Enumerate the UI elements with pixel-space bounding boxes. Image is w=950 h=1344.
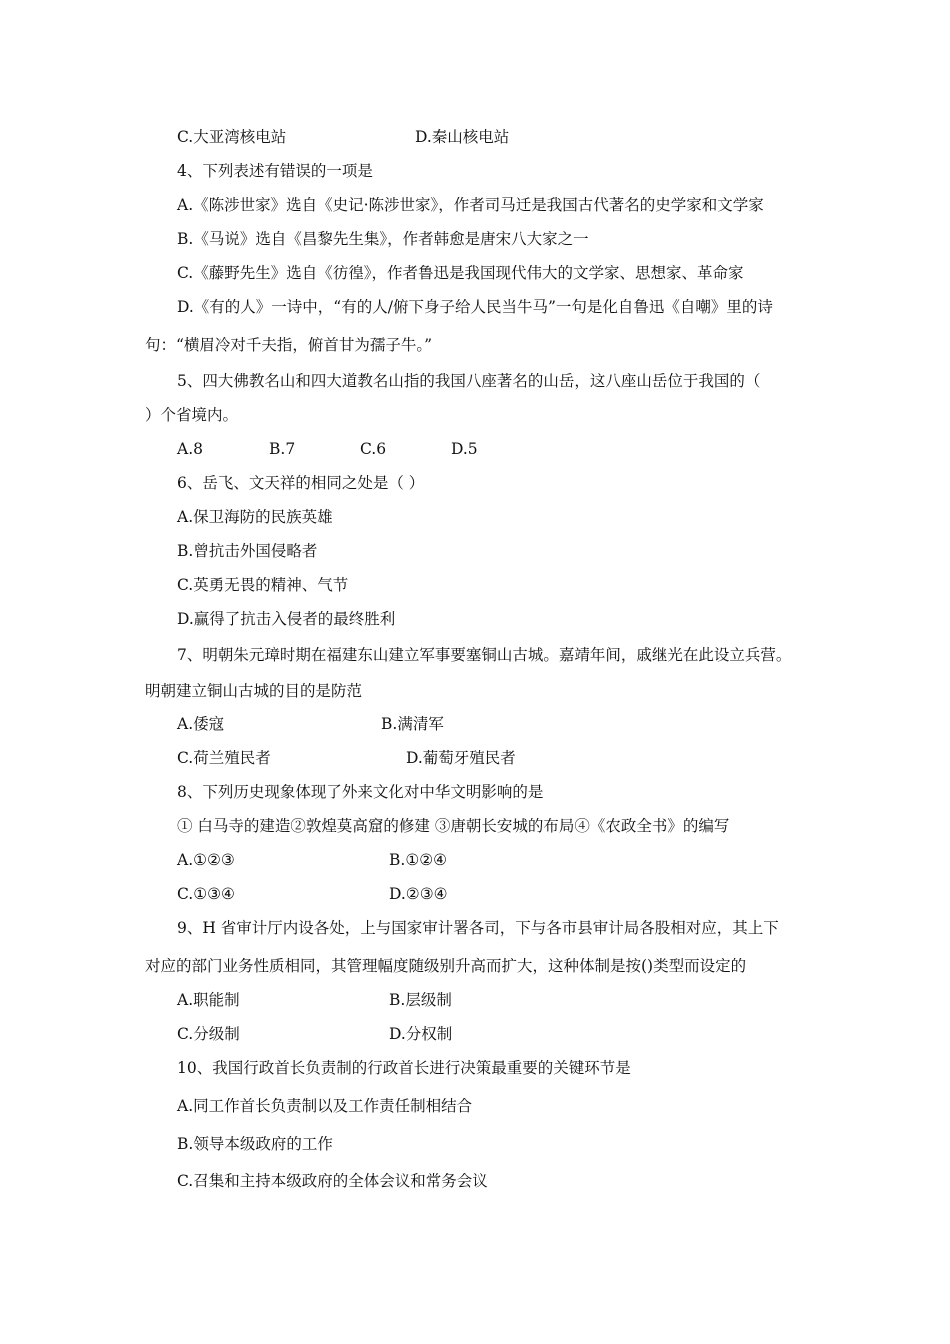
- q8-option-b: B.①②④: [389, 851, 448, 869]
- q4-option-d-line1: D.《有的人》一诗中，“有的人/俯下身子给人民当牛马”一句是化自鲁迅《自嘲》里的诗: [177, 298, 773, 316]
- q6-option-c: C.英勇无畏的精神、气节: [177, 576, 349, 594]
- q7-stem-line2: 明朝建立铜山古城的目的是防范: [145, 682, 363, 700]
- q6-option-b: B.曾抗击外国侵略者: [177, 542, 318, 560]
- q5-option-d: D.5: [451, 440, 478, 458]
- q5-option-c: C.6: [360, 440, 387, 458]
- q7-option-b: B.满清军: [381, 715, 444, 733]
- q8-stem: 8、下列历史现象体现了外来文化对中华文明影响的是: [177, 783, 544, 801]
- q8-items: ① 白马寺的建造②敦煌莫高窟的修建 ③唐朝长安城的布局④《农政全书》的编写: [177, 817, 730, 835]
- q3-option-c: C.大亚湾核电站: [177, 128, 287, 146]
- q7-stem-line1: 7、明朝朱元璋时期在福建东山建立军事要塞铜山古城。嘉靖年间，戚继光在此设立兵营。: [177, 646, 792, 664]
- q8-option-d: D.②③④: [389, 885, 448, 903]
- q4-option-d-line2: 句：“横眉冷对千夫指，俯首甘为孺子牛。”: [145, 336, 433, 354]
- q9-option-b: B.层级制: [389, 991, 452, 1009]
- q8-option-c: C.①③④: [177, 885, 235, 903]
- q9-stem-line2: 对应的部门业务性质相同，其管理幅度随级别升高而扩大，这种体制是按()类型而设定的: [145, 957, 747, 975]
- q7-option-a: A.倭寇: [177, 715, 225, 733]
- q5-option-b: B.7: [269, 440, 296, 458]
- q5-option-a: A.8: [177, 440, 203, 458]
- q9-option-d: D.分权制: [389, 1025, 453, 1043]
- q10-stem: 10、我国行政首长负责制的行政首长进行决策最重要的关键环节是: [177, 1059, 631, 1077]
- q4-stem: 4、下列表述有错误的一项是: [177, 162, 373, 180]
- q5-stem-line2: ）个省境内。: [145, 406, 239, 424]
- q6-option-a: A.保卫海防的民族英雄: [177, 508, 333, 526]
- q8-option-a: A.①②③: [177, 851, 235, 869]
- q4-option-a: A.《陈涉世家》选自《史记·陈涉世家》，作者司马迁是我国古代著名的史学家和文学家: [177, 196, 764, 214]
- q9-option-a: A.职能制: [177, 991, 240, 1009]
- q5-stem-line1: 5、四大佛教名山和四大道教名山指的我国八座著名的山岳，这八座山岳位于我国的（: [177, 372, 761, 390]
- q9-option-c: C.分级制: [177, 1025, 240, 1043]
- q10-option-a: A.同工作首长负责制以及工作责任制相结合: [177, 1097, 473, 1115]
- q6-stem: 6、岳飞、文天祥的相同之处是（ ）: [177, 474, 425, 492]
- q4-option-b: B.《马说》选自《昌黎先生集》，作者韩愈是唐宋八大家之一: [177, 230, 589, 248]
- q4-option-c: C.《藤野先生》选自《彷徨》，作者鲁迅是我国现代伟大的文学家、思想家、革命家: [177, 264, 744, 282]
- q6-option-d: D.赢得了抗击入侵者的最终胜利: [177, 610, 396, 628]
- q10-option-b: B.领导本级政府的工作: [177, 1135, 333, 1153]
- q7-option-d: D.葡萄牙殖民者: [406, 749, 516, 767]
- q10-option-c: C.召集和主持本级政府的全体会议和常务会议: [177, 1172, 488, 1190]
- q9-stem-line1: 9、H 省审计厅内设各处，上与国家审计署各司，下与各市县审计局各股相对应，其上下: [177, 919, 779, 937]
- q7-option-c: C.荷兰殖民者: [177, 749, 271, 767]
- q3-option-d: D.秦山核电站: [415, 128, 510, 146]
